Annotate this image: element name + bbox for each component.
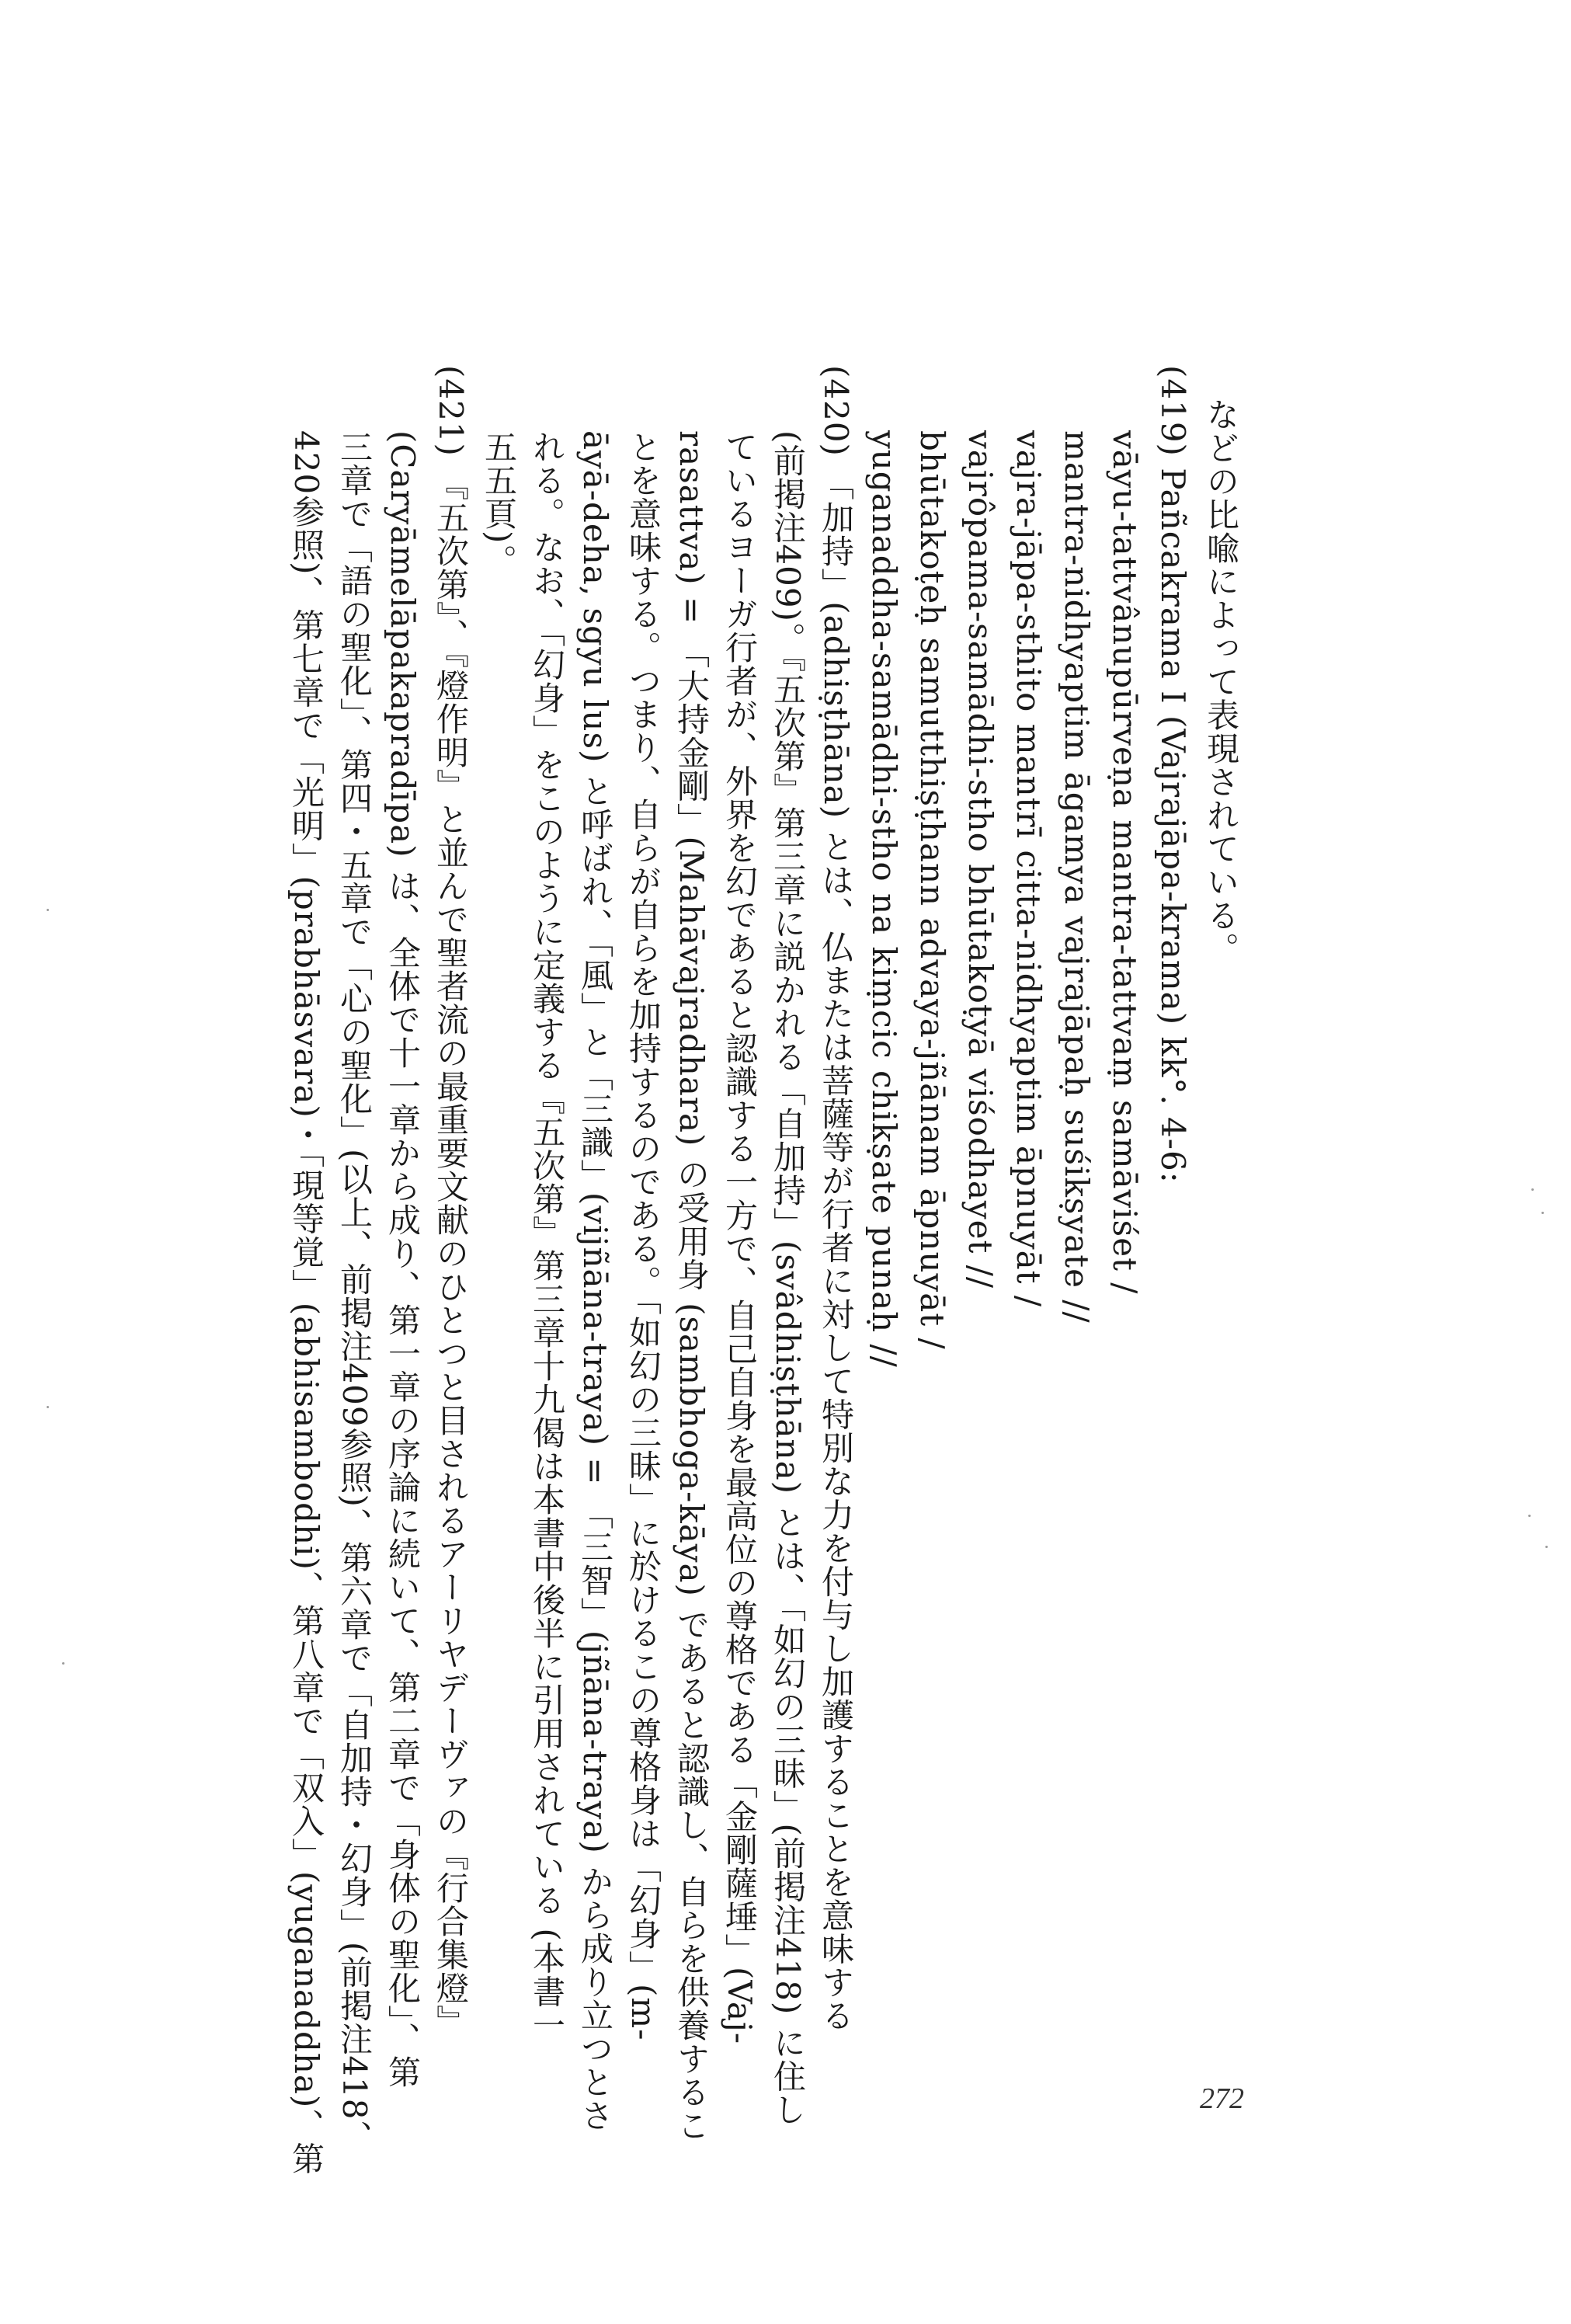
text-column: れる。なお、「幻身」をこのように定義する『五次第』第三章十九偈は本書中後半に引用されている (本書一 [528,430,566,2042]
verse-line: yuganaddha-samādhi-stho na kiṃcic chikṣate punaḥ // [865,430,903,1368]
scan-speck [1528,1515,1531,1517]
text-column: などの比喩によって表現されている。 [1202,398,1240,965]
text-column: とを意味する。つまり、自らが自らを加持するのである。「如幻の三昧」に於けるこの尊格身は「幻身」(m- [624,430,662,2041]
verse-line: vajrôpama-samādhi-stho bhūtakoṭyā viśodhayet // [961,430,999,1289]
verse-line: mantra-nidhyaptim āgamya vajrajāpaḥ suśikṣyate // [1058,430,1096,1324]
page-number: 272 [1200,2082,1244,2115]
scan-speck [62,1662,64,1665]
scan-speck [1545,1546,1548,1548]
scan-speck [47,1406,49,1408]
text-column: (前掲注409)。『五次第』第三章に説かれる「自加持」(svâdhiṣṭhāna) とは、「如幻の三昧」(前掲注418) に住し [769,430,807,2127]
scan-speck [1531,1188,1534,1191]
text-column: 五五頁)。 [480,430,518,578]
note-420-first-line: (420) 「加持」(adhiṣṭhāna) とは、仏または菩薩等が行者に対して特別な力を付与し加護することを意味する [817,365,855,2033]
text-column: 三章で「語の聖化」、第四・五章で「心の聖化」(以上、前掲注409参照)、第六章で「自加持・幻身」(前掲注418、 [335,430,374,2154]
verse-line: vajra-jāpa-sthito mantrī citta-nidhyaptim āpnuyāt / [1010,430,1048,1308]
scan-speck [1541,1212,1544,1214]
text-column: āyā-deha, sgyu lus) と呼ばれ、「風」と「三識」(vijñāna-traya) = 「三智」(jñāna-traya) から成り立つとさ [576,430,614,2133]
text-column: rasattva) = 「大持金剛」(Mahāvajradhara) の受用身 (sambhoga-kāya) であると認識し、自らを供養するこ [673,430,711,2143]
text-column: (Caryāmelāpakapradīpa) は、全体で十一章から成り、第一章の序論に続いて、第二章で「身体の聖化」、第 [384,430,422,2089]
verse-line: vāyu-tattvânupūrveṇa mantra-tattvaṃ samāviśet / [1106,430,1144,1295]
text-column: ているヨーガ行者が、外界を幻であると認識する一方で、自己自身を最高位の尊格である「金剛薩埵」(Vaj- [721,430,759,2045]
note-419-heading: (419) Pañcakrama I (Vajrajāpa-krama) kk°. 4-6: [1154,365,1192,1184]
verse-line: bhūtakoṭeḥ samutthiṣṭhann advaya-jñānam āpnuyāt / [913,430,951,1350]
text-column: 420参照)、第七章で「光明」(prabhāsvara)・「現等覚」(abhisambodhi)、第八章で「双入」(yuganaddha)、第 [287,430,325,2176]
note-421-first-line: (421) 『五次第』、『燈作明』と並んで聖者流の最重要文献のひとつと目されるアーリヤデーヴァの『行合集燈』 [432,365,470,2039]
scan-speck [47,909,49,911]
